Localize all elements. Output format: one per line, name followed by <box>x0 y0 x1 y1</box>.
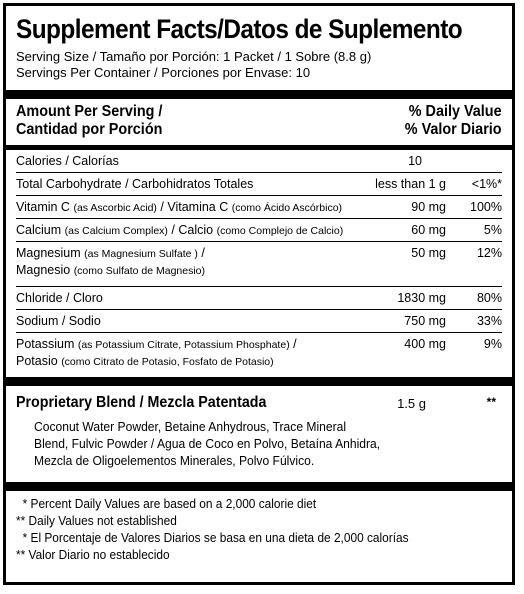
nutrient-amount: 750 mg <box>404 314 446 328</box>
nutrient-dv: 80% <box>476 291 502 305</box>
column-header <box>16 99 502 145</box>
nutrient-dv: 9% <box>483 337 502 351</box>
nutrient-name: Chloride / Cloro <box>16 291 103 305</box>
nutrient-amount: 50 mg <box>411 246 446 260</box>
supplement-facts-panel <box>3 3 515 585</box>
amount-header-line1: Amount Per Serving / <box>16 103 163 120</box>
blend-amount: 1.5 g <box>397 396 426 411</box>
dv-header-line1: % Daily Value <box>409 103 502 120</box>
nutrient-amount: 60 mg <box>411 223 446 237</box>
nutrient-row-calcium <box>16 219 502 241</box>
daily-value-header <box>405 103 502 145</box>
nutrient-name: Calories / Calorías <box>16 154 119 168</box>
nutrient-row-calories <box>16 150 502 172</box>
blend-name: Proprietary Blend / Mezcla Patentada <box>16 394 267 411</box>
proprietary-blend <box>16 386 502 482</box>
nutrient-name: Sodium / Sodio <box>16 314 101 328</box>
panel-title: Supplement Facts/Datos de Suplemento <box>16 14 463 44</box>
amount-header <box>16 103 162 145</box>
footnote-not-established-en: ** Daily Values not established <box>16 514 177 528</box>
footnote-dv-es: * El Porcentaje de Valores Diarios se basa en una dieta de 2,000 calorías <box>16 531 409 545</box>
footnote-dv-en: * Percent Daily Values are based on a 2,000 calorie diet <box>16 497 317 511</box>
nutrient-name: Calcium (as Calcium Complex) / Calcio (como Complejo de Calcio) <box>16 223 344 237</box>
thick-divider <box>6 482 512 491</box>
nutrient-row-chloride <box>16 287 502 309</box>
dv-header-line2: % Valor Diario <box>405 121 502 138</box>
nutrient-amount: 400 mg <box>404 337 446 351</box>
nutrient-amount: 1830 mg <box>397 291 446 305</box>
nutrient-amount: 90 mg <box>411 200 446 214</box>
nutrient-dv: 33% <box>476 314 502 328</box>
blend-dv: ** <box>486 395 496 409</box>
thick-divider <box>6 377 512 386</box>
thick-divider <box>6 90 512 99</box>
serving-size: Serving Size / Tamaño por Porción: 1 Packet / 1 Sobre (8.8 g) <box>16 49 372 64</box>
nutrient-amount: less than 1 g <box>375 177 446 191</box>
servings-per-container: Servings Per Container / Porciones por Envase: 10 <box>16 65 311 80</box>
nutrient-dv: 100% <box>470 200 502 214</box>
nutrient-row-potassium <box>16 333 502 377</box>
footnote-not-established-es: ** Valor Diario no establecido <box>16 548 170 562</box>
nutrient-row-sodium <box>16 310 502 332</box>
nutrient-amount: 10 <box>408 154 422 168</box>
nutrient-dv: 5% <box>483 223 502 237</box>
nutrient-name: Vitamin C (as Ascorbic Acid) / Vitamina C (como Ácido Ascórbico) <box>16 200 343 214</box>
nutrient-name: Magnesium (as Magnesium Sulfate ) / Magnesio (como Sulfato de Magnesio) <box>16 246 206 277</box>
footnotes <box>16 491 502 564</box>
nutrient-name: Total Carbohydrate / Carbohidratos Totales <box>16 177 254 191</box>
nutrient-name: Potassium (as Potassium Citrate, Potassium Phosphate) / Potasio (como Citrato de Potasio, Fosfato de Potasio) <box>16 337 297 368</box>
nutrient-dv: 12% <box>476 246 502 260</box>
nutrient-row-carbohydrate <box>16 173 502 195</box>
nutrient-dv: <1%* <box>471 177 502 191</box>
nutrient-row-vitamin-c <box>16 196 502 218</box>
amount-header-line2: Cantidad por Porción <box>16 121 163 138</box>
nutrient-row-magnesium <box>16 242 502 286</box>
blend-ingredients: Coconut Water Powder, Betaine Anhydrous, Trace Mineral Blend, Fulvic Powder / Agua de Coco en Polvo, Betaína Anhidra, Mezcla de Oligoelementos Minerales, Polvo Fúlvico. <box>34 419 381 468</box>
